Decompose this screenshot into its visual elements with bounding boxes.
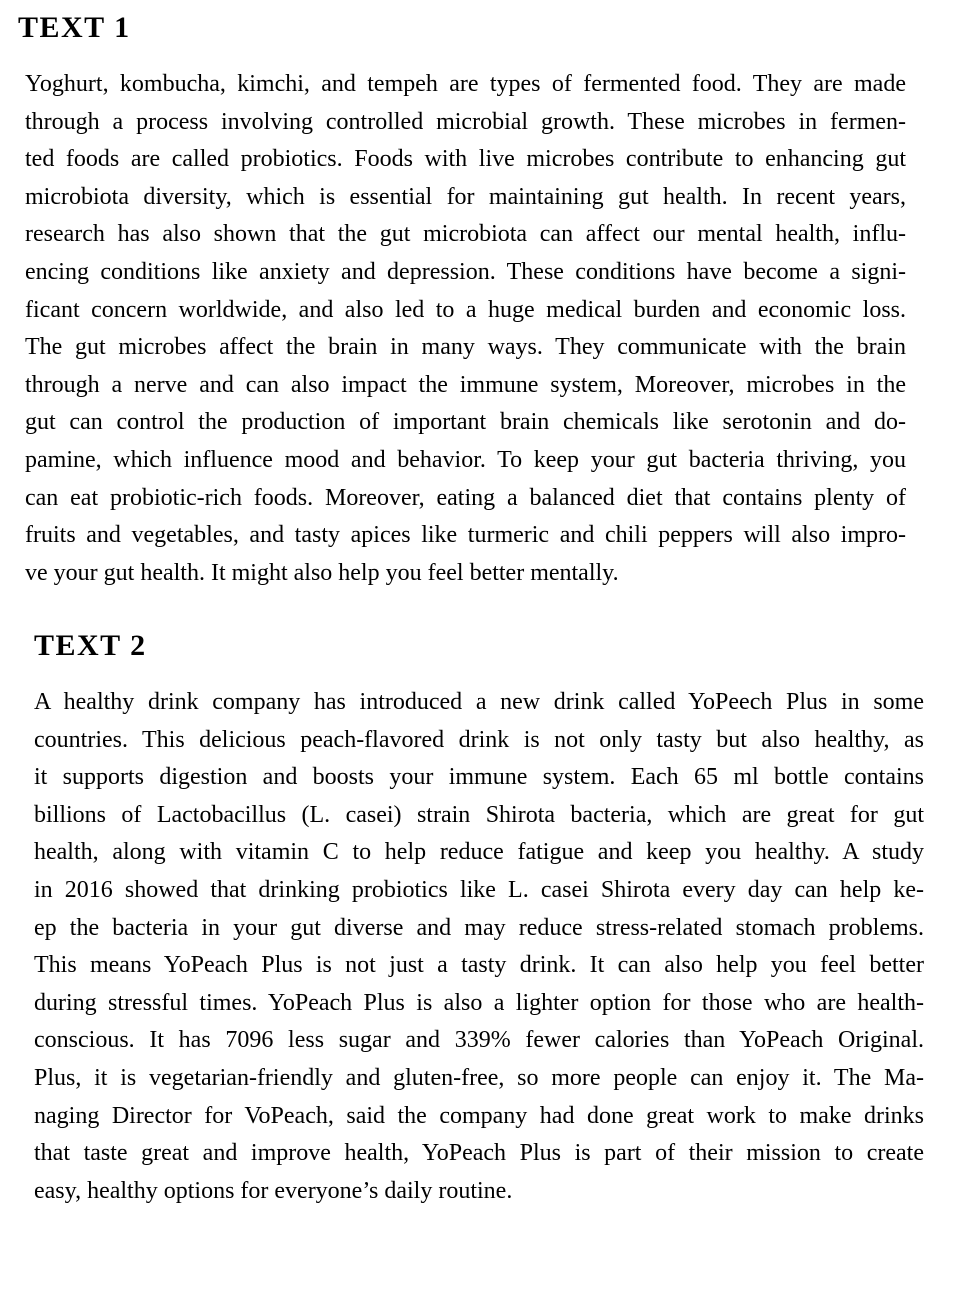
text-line: microbiota diversity, which is essential for maintaining gut health. In recent years, (25, 183, 906, 210)
text-line: ficant concern worldwide, and also led to a huge medical burden and economic loss. (25, 296, 906, 323)
text-1-paragraph (25, 66, 906, 592)
text-line: ep the bacteria in your gut diverse and may reduce stress-related stomach problems. (34, 914, 924, 941)
text-line: that taste great and improve health, YoPeach Plus is part of their mission to create (34, 1140, 924, 1167)
text-line: can eat probiotic-rich foods. Moreover, eating a balanced diet that contains plenty of (25, 484, 906, 511)
text-line: fruits and vegetables, and tasty apices like turmeric and chili peppers will also impro- (25, 522, 906, 549)
text-2-paragraph (34, 684, 924, 1210)
text-line: Plus, it is vegetarian-friendly and gluten-free, so more people can enjoy it. The Ma- (34, 1064, 924, 1091)
text-line: pamine, which influence mood and behavior. To keep your gut bacteria thriving, you (25, 446, 906, 473)
text-line: ted foods are called probiotics. Foods with live microbes contribute to enhancing gut (25, 146, 906, 173)
text-line: ve your gut health. It might also help you feel better mentally. (25, 559, 619, 586)
text-line: health, along with vitamin C to help reduce fatigue and keep you healthy. A study (34, 839, 924, 866)
text-line: A healthy drink company has introduced a new drink called YoPeech Plus in some (34, 689, 924, 715)
text-2-heading: TEXT 2 (34, 629, 147, 662)
text-line: countries. This delicious peach-flavored drink is not only tasty but also healthy, as (34, 726, 924, 753)
text-2-section (34, 628, 924, 1210)
text-line: encing conditions like anxiety and depression. These conditions have become a signi- (25, 258, 906, 285)
text-line: gut can control the production of important brain chemicals like serotonin and do- (25, 409, 906, 436)
text-line: research has also shown that the gut microbiota can affect our mental health, influ- (25, 221, 906, 248)
text-line: easy, healthy options for everyone’s daily routine. (34, 1177, 513, 1204)
text-line: in 2016 showed that drinking probiotics like L. casei Shirota every day can help ke- (34, 876, 924, 903)
text-1-heading: TEXT 1 (18, 11, 131, 44)
text-line: The gut microbes affect the brain in many ways. They communicate with the brain (25, 334, 906, 361)
text-line: conscious. It has 7096 less sugar and 339% fewer calories than YoPeach Original. (34, 1027, 924, 1054)
text-line: through a process involving controlled microbial growth. These microbes in fermen- (25, 108, 906, 135)
text-line: Yoghurt, kombucha, kimchi, and tempeh are types of fermented food. They are made (25, 71, 906, 97)
text-line: it supports digestion and boosts your immune system. Each 65 ml bottle contains (34, 764, 924, 791)
text-line: billions of Lactobacillus (L. casei) strain Shirota bacteria, which are great for gut (34, 801, 924, 828)
text-line: This means YoPeach Plus is not just a tasty drink. It can also help you feel better (34, 952, 924, 979)
text-line: naging Director for VoPeach, said the company had done great work to make drinks (34, 1102, 924, 1129)
text-1-section (18, 10, 906, 592)
text-line: through a nerve and can also impact the immune system, Moreover, microbes in the (25, 371, 906, 398)
text-line: during stressful times. YoPeach Plus is also a lighter option for those who are health- (34, 989, 924, 1016)
